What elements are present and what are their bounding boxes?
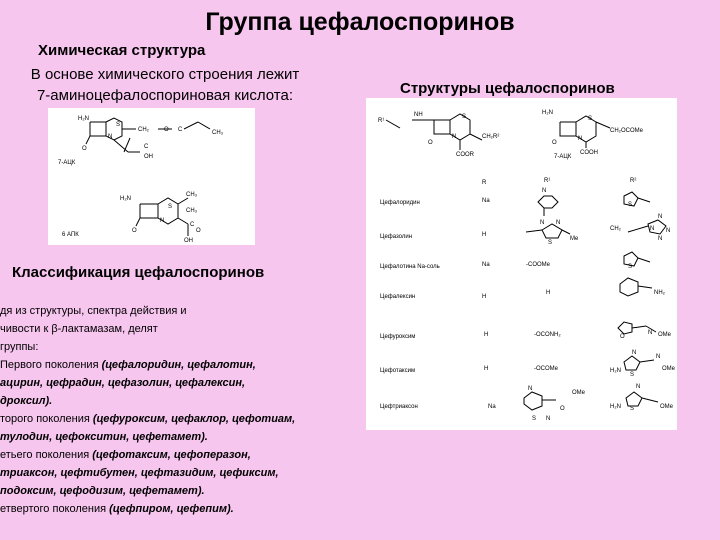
struct-label: OH	[184, 238, 193, 244]
struct-label: N	[556, 220, 561, 226]
row-name: Цефуроксим	[380, 334, 416, 340]
struct-label: H₂N	[120, 196, 131, 202]
classification-line: етьего поколения (цефотаксим, цефоперазон,	[0, 449, 251, 461]
classification-line: дя из структуры, спектра действия и	[0, 305, 187, 317]
classification-line: чивости к β-лактамазам, делят	[0, 323, 158, 335]
struct-label: COOR	[456, 152, 474, 158]
classification-line: группы:	[0, 341, 39, 353]
struct-label: COOH	[580, 150, 598, 156]
row-r-value: Na	[488, 404, 496, 410]
struct-label: H₂N	[610, 404, 621, 410]
row-r-value: Na	[482, 198, 490, 204]
row-name: Цефотаксим	[380, 368, 416, 374]
classification-text	[0, 302, 340, 518]
struct-label: H₂N	[542, 110, 553, 116]
classification-line: ацирин, цефрадин, цефазолин, цефалексин,	[0, 377, 246, 389]
struct-label: OMe	[658, 332, 672, 338]
struct-label: CH₃	[186, 192, 198, 198]
classification-line: дроксил).	[0, 395, 53, 407]
struct-label: N	[540, 220, 545, 226]
struct-label: S	[462, 114, 467, 120]
row-name: Цефалексин	[380, 294, 416, 300]
row-r2-value: -OCONH₂	[534, 332, 561, 338]
struct-label: S	[168, 204, 173, 210]
struct-label: O	[428, 140, 433, 146]
struct-label: N	[636, 384, 641, 390]
struct-label: CH₂OCOMe	[610, 128, 643, 134]
classification-line: подоксим, цефодизим, цефетамет).	[0, 485, 205, 497]
row-r-value: H	[484, 332, 489, 338]
struct-label: S	[628, 202, 633, 208]
struct-label: CH₂	[610, 226, 621, 232]
struct-label: H₂N	[610, 368, 621, 374]
struct-label: O	[82, 146, 87, 152]
intro-line: 7-аминоцефалоспориновая кислота:	[36, 87, 294, 104]
row-name: Цефазолин	[380, 234, 413, 240]
struct-label: S	[532, 416, 537, 422]
struct-label: C	[144, 144, 149, 150]
intro-text	[0, 64, 330, 106]
row-name: Цефалотина Na-соль	[380, 264, 440, 270]
acid-structures-image	[48, 108, 255, 245]
classification-line: тулодин, цефокситин, цефетамет).	[0, 431, 208, 443]
struct-label: 6 АПК	[62, 232, 79, 238]
struct-label: N	[108, 134, 113, 140]
struct-label: OH	[144, 154, 153, 160]
struct-label: H₂N	[78, 116, 89, 122]
struct-label: OMe	[662, 366, 676, 372]
struct-label: OMe	[572, 390, 586, 396]
struct-label: O	[132, 228, 137, 234]
struct-label: CH₂R²	[482, 134, 500, 140]
cephalosporin-structures-image	[366, 98, 677, 430]
struct-label: N	[632, 350, 637, 356]
acid-structures-drawing	[48, 108, 255, 245]
row-r-value: Na	[482, 262, 490, 268]
struct-label: S	[630, 406, 635, 412]
struct-label: CH₃	[186, 208, 198, 214]
struct-label: S	[548, 240, 553, 246]
struct-label: N	[656, 354, 661, 360]
struct-label: C	[178, 127, 183, 133]
struct-label: C	[190, 222, 195, 228]
struct-label: CH₂	[138, 127, 149, 133]
struct-label: 7-АЦК	[554, 154, 572, 160]
struct-label: O	[196, 228, 201, 234]
struct-label: N	[650, 226, 655, 232]
struct-label: N	[452, 134, 457, 140]
chemical-structure-heading: Химическая структура	[38, 42, 206, 59]
row-name: Цефтриаксон	[380, 404, 418, 410]
classification-heading: Классификация цефалоспоринов	[12, 264, 265, 281]
struct-label: S	[630, 372, 635, 378]
struct-label: N	[542, 188, 547, 194]
struct-label: OMe	[660, 404, 674, 410]
row-r-value: H	[482, 232, 487, 238]
row-r2-value: H	[546, 290, 551, 296]
page-title: Группа цефалоспоринов	[205, 8, 515, 36]
struct-label: CH₃	[212, 130, 224, 136]
struct-label: O	[620, 334, 625, 340]
column-header-r: R	[482, 180, 487, 186]
row-r-value: H	[482, 294, 487, 300]
structures-heading: Структуры цефалоспоринов	[400, 80, 615, 97]
struct-label: N	[578, 136, 583, 142]
struct-label: Me	[570, 236, 579, 242]
struct-label: S	[628, 264, 633, 270]
struct-label: N	[528, 386, 533, 392]
struct-label: N	[658, 214, 663, 220]
column-header-r2: R²	[630, 178, 637, 184]
column-header-r1: R¹	[544, 178, 551, 184]
struct-label: 7-АЦК	[58, 160, 76, 166]
intro-line: В основе химического строения лежит	[30, 66, 300, 83]
classification-line: етвертого поколения (цефпиром, цефепим).	[0, 503, 234, 515]
row-r2-value: -COOMe	[526, 262, 550, 268]
struct-label: N	[546, 416, 551, 422]
struct-label: O	[164, 127, 169, 133]
classification-line: триаксон, цефтибутен, цефтазидим, цефиксим,	[0, 467, 279, 479]
struct-label: N	[658, 236, 663, 242]
struct-label: N	[648, 330, 653, 336]
struct-label: S	[116, 122, 121, 128]
row-r2-value: -OCOMe	[534, 366, 558, 372]
row-name: Цефалоридин	[380, 200, 420, 206]
classification-line: Первого поколения (цефалоридин, цефалотин,	[0, 359, 256, 371]
struct-label: R¹	[378, 118, 385, 124]
struct-label: O	[552, 140, 557, 146]
row-r-value: H	[484, 366, 489, 372]
struct-label: NH₂	[654, 290, 665, 296]
struct-label: S	[588, 116, 593, 122]
struct-label: NH	[414, 112, 423, 118]
cephalosporin-structures-drawing	[366, 98, 677, 430]
struct-label: O	[560, 406, 565, 412]
struct-label: N	[160, 218, 165, 224]
classification-line: торого поколения (цефуроксим, цефаклор, цефотиам,	[0, 413, 296, 425]
struct-label: N	[666, 228, 671, 234]
